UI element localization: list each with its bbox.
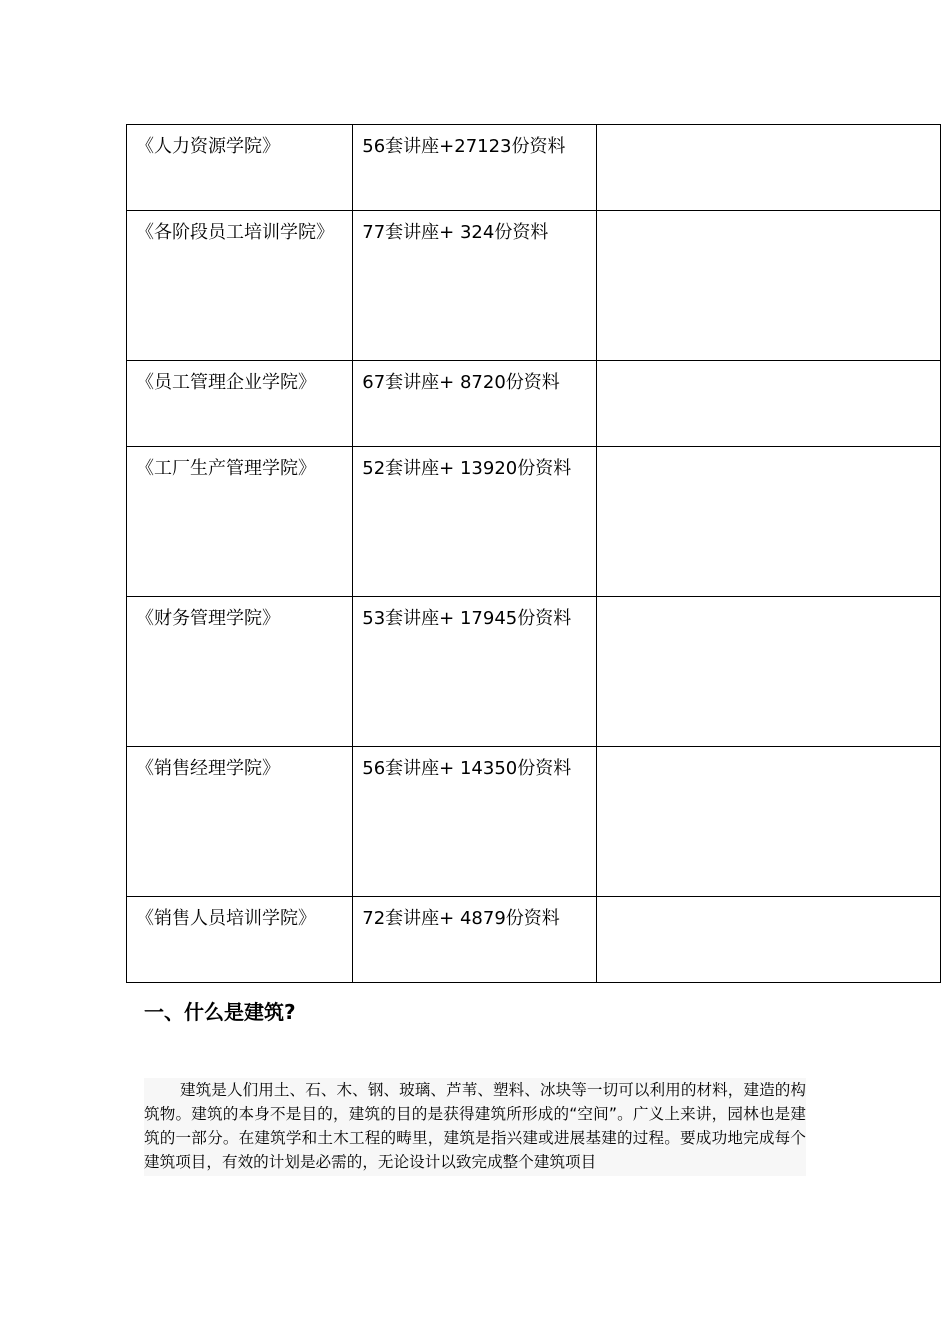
academy-name: 《销售经理学院》 [136, 758, 280, 779]
academy-name-cell [127, 597, 353, 747]
resource-count-cell [353, 897, 596, 983]
table-row [127, 597, 941, 747]
section-heading: 一、什么是建筑? [144, 1000, 296, 1024]
resource-count: 56套讲座+27123份资料 [362, 136, 566, 157]
table-row [127, 211, 941, 361]
academy-name-cell [127, 447, 353, 597]
resource-count: 56套讲座+ 14350份资料 [362, 758, 572, 779]
resource-table [126, 124, 941, 983]
academy-name: 《人力资源学院》 [136, 136, 280, 157]
academy-name-cell [127, 211, 353, 361]
resource-count-cell [353, 211, 596, 361]
empty-cell [596, 361, 940, 447]
academy-name-cell [127, 747, 353, 897]
resource-count: 52套讲座+ 13920份资料 [362, 458, 572, 479]
resource-count: 53套讲座+ 17945份资料 [362, 608, 572, 629]
academy-name: 《员工管理企业学院》 [136, 372, 316, 393]
table-row [127, 897, 941, 983]
resource-count-cell [353, 597, 596, 747]
academy-name: 《销售人员培训学院》 [136, 908, 316, 929]
empty-cell [596, 747, 940, 897]
table-row [127, 447, 941, 597]
resource-count-cell [353, 447, 596, 597]
empty-cell [596, 597, 940, 747]
empty-cell [596, 211, 940, 361]
resource-count-cell [353, 747, 596, 897]
section-paragraph: 建筑是人们用土、石、木、钢、玻璃、芦苇、塑料、冰块等一切可以利用的材料，建造的构筑物。建筑的本身不是目的，建筑的目的是获得建筑所形成的“空间”。广义上来讲，园林也是建筑的一部分。在建筑学和土木工程的畴里，建筑是指兴建或进展基建的过程。要成功地完成每个建筑项目，有效的计划是必需的，无论设计以致完成整个建筑项目 [144, 1078, 806, 1176]
resource-count: 67套讲座+ 8720份资料 [362, 372, 560, 393]
academy-name: 《财务管理学院》 [136, 608, 280, 629]
academy-name-cell [127, 897, 353, 983]
empty-cell [596, 447, 940, 597]
resource-count: 72套讲座+ 4879份资料 [362, 908, 560, 929]
academy-name: 《各阶段员工培训学院》 [136, 222, 334, 243]
table-row [127, 747, 941, 897]
empty-cell [596, 125, 940, 211]
academy-name: 《工厂生产管理学院》 [136, 458, 316, 479]
resource-count: 77套讲座+ 324份资料 [362, 222, 549, 243]
empty-cell [596, 897, 940, 983]
